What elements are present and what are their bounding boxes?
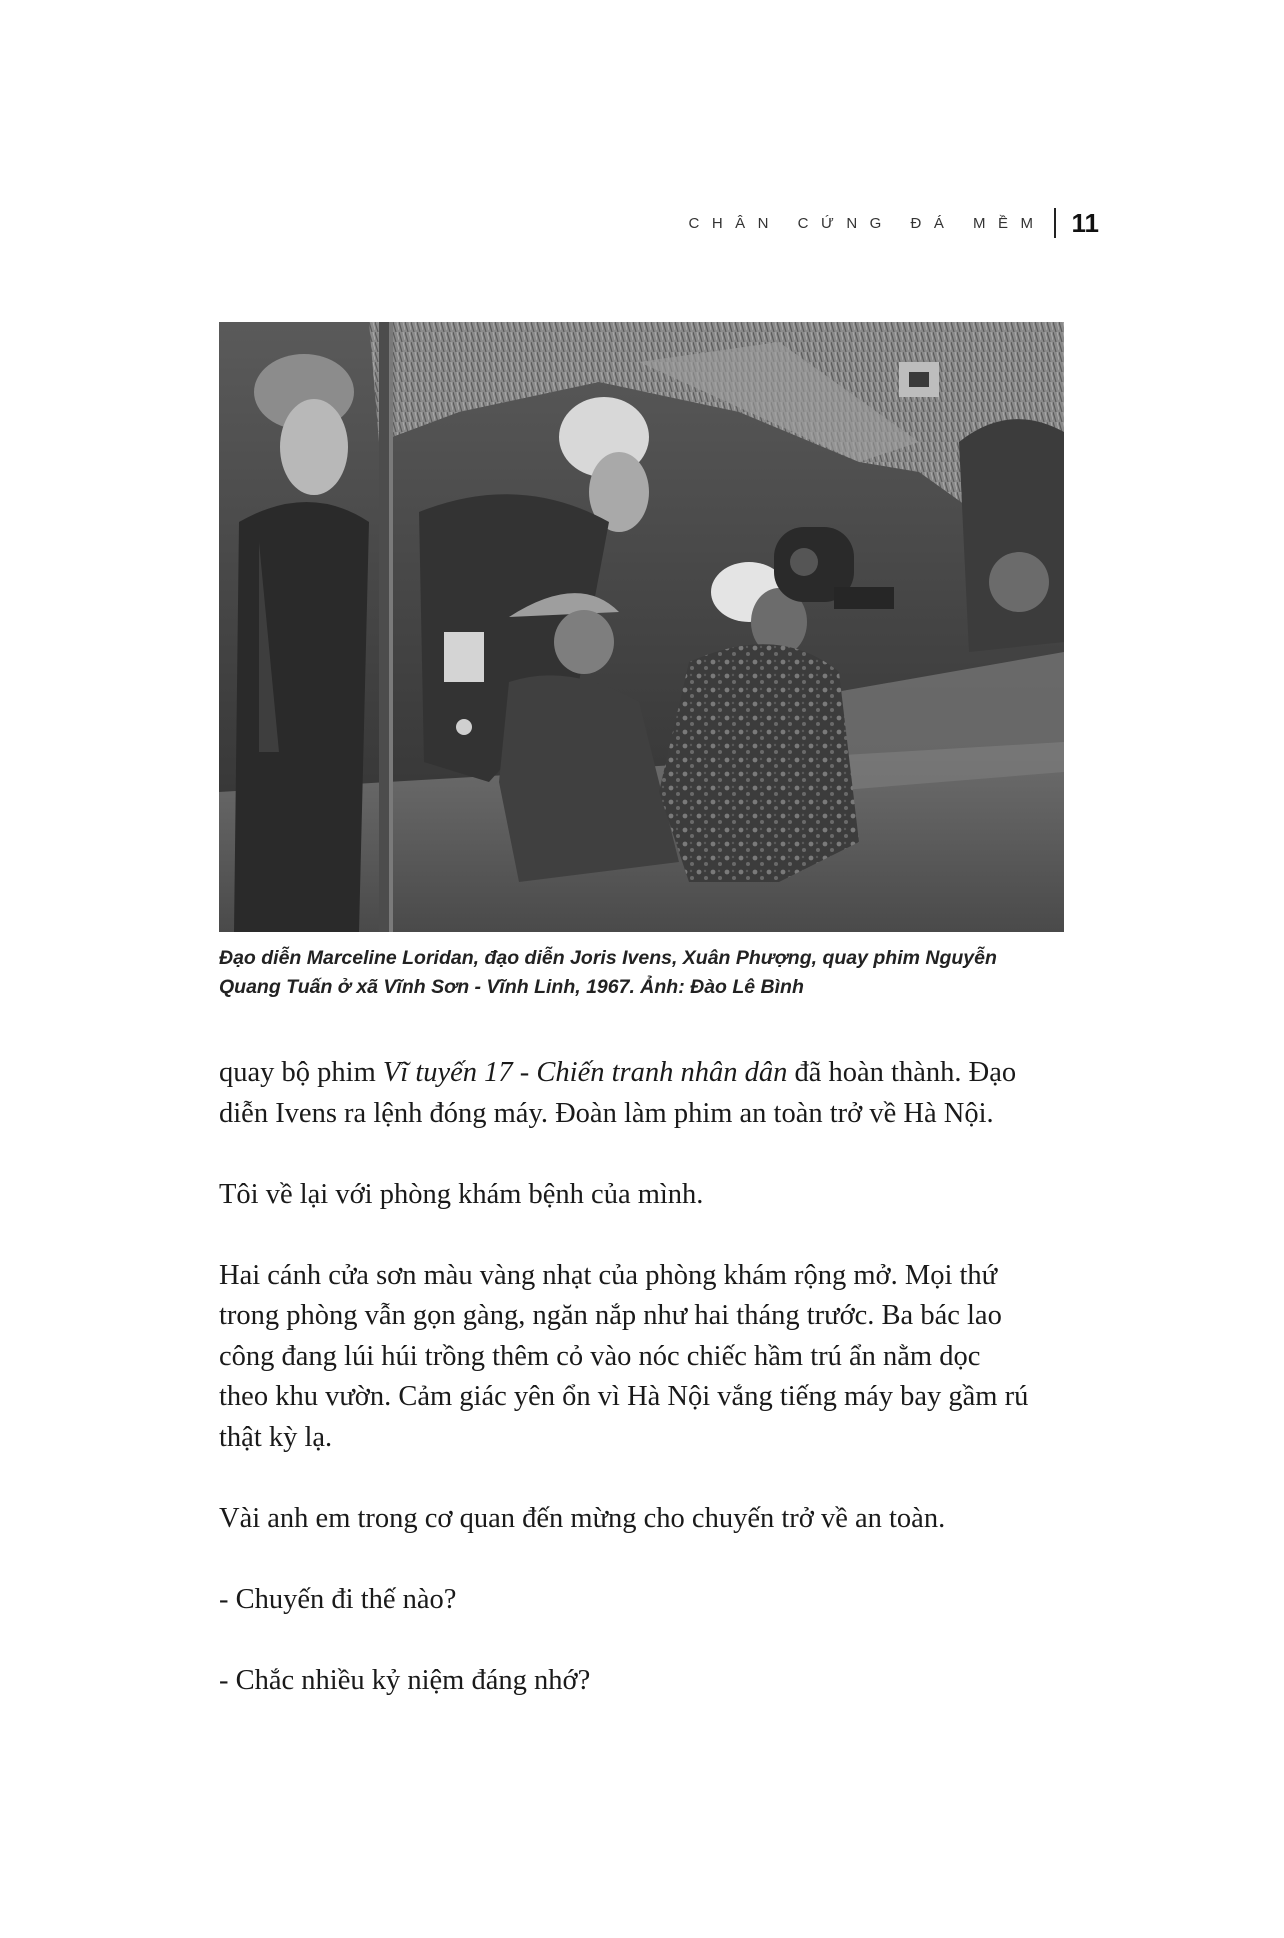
- photograph: [219, 322, 1064, 932]
- dialogue-line: [219, 1661, 1079, 1702]
- text-line: - Chắc nhiều kỷ niệm đáng nhớ?: [219, 1664, 591, 1696]
- dialogue-line: [219, 1580, 1079, 1621]
- paragraph: [219, 1499, 1079, 1540]
- text-line: [219, 1053, 1079, 1094]
- header-divider: [1054, 208, 1056, 238]
- text-line: - Chuyến đi thế nào?: [219, 1583, 457, 1615]
- running-header: [689, 206, 1099, 240]
- photograph-icon: [219, 322, 1064, 932]
- paragraph: [219, 1256, 1079, 1459]
- text-run: đã hoàn thành. Đạo: [787, 1057, 1017, 1088]
- text-line: công đang lúi húi trồng thêm cỏ vào nóc chiếc hầm trú ẩn nằm dọc: [219, 1340, 981, 1372]
- paragraph: [219, 1053, 1079, 1134]
- page-number: 11: [1071, 207, 1099, 238]
- text-line: thật kỳ lạ.: [219, 1421, 333, 1453]
- film-title: Vĩ tuyến 17 - Chiến tranh nhân dân: [382, 1057, 788, 1088]
- running-title: CHÂN CỨNG ĐÁ MỀM: [688, 214, 1046, 232]
- text-line: diễn Ivens ra lệnh đóng máy. Đoàn làm phim an toàn trở về Hà Nội.: [219, 1097, 994, 1129]
- caption-line: Quang Tuấn ở xã Vĩnh Sơn - Vĩnh Linh, 1967. Ảnh: Đào Lê Bình: [219, 976, 804, 998]
- body-text: [219, 1053, 1079, 1701]
- text-line: trong phòng vẫn gọn gàng, ngăn nắp như hai tháng trước. Ba bác lao: [219, 1300, 1002, 1331]
- text-line: Hai cánh cửa sơn màu vàng nhạt của phòng khám rộng mở. Mọi thứ: [219, 1259, 998, 1291]
- text-run: quay bộ phim: [219, 1057, 383, 1088]
- photo-caption: [219, 944, 1069, 1002]
- text-line: theo khu vườn. Cảm giác yên ổn vì Hà Nội vắng tiếng máy bay gầm rú: [219, 1381, 1029, 1412]
- text-line: Vài anh em trong cơ quan đến mừng cho chuyến trở về an toàn.: [219, 1502, 946, 1534]
- caption-line: Đạo diễn Marceline Loridan, đạo diễn Joris Ivens, Xuân Phượng, quay phim Nguyễn: [219, 947, 997, 969]
- paragraph: [219, 1175, 1079, 1216]
- text-line: Tôi về lại với phòng khám bệnh của mình.: [219, 1178, 704, 1210]
